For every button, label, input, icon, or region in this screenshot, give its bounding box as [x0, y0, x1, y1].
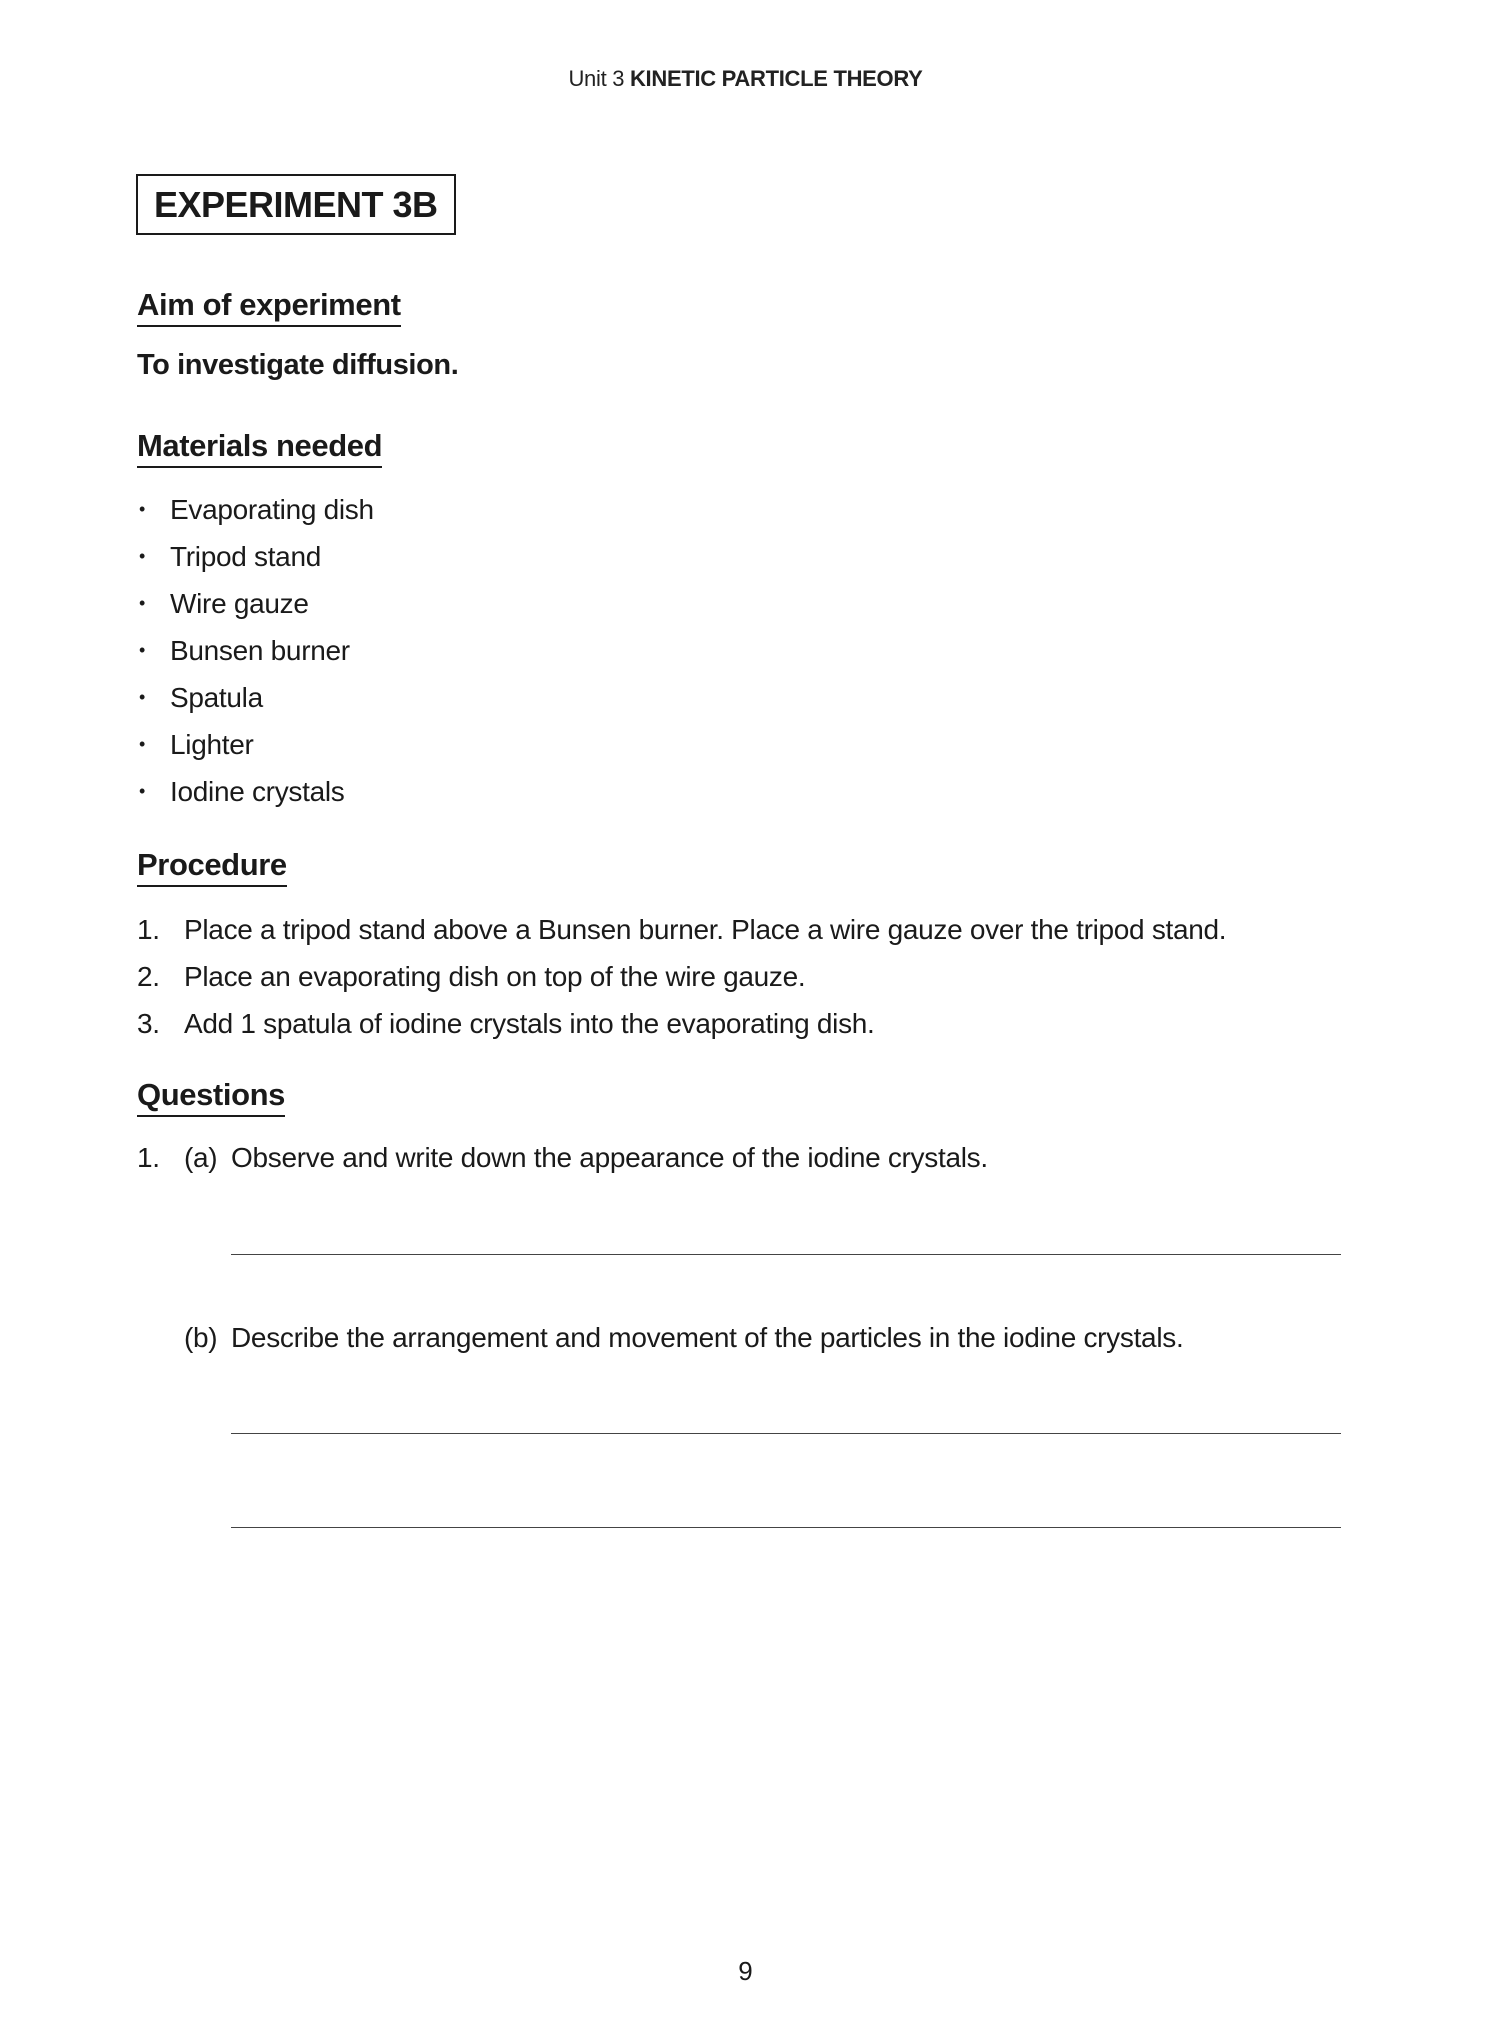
bullet-icon: •: [139, 687, 146, 707]
materials-heading: Materials needed: [137, 428, 382, 468]
materials-list: [137, 486, 374, 815]
question-text: Describe the arrangement and movement of the particles in the iodine crystals.: [231, 1322, 1184, 1353]
question-part-label: (a): [184, 1142, 218, 1173]
bullet-icon: •: [139, 546, 146, 566]
question-part-label: (b): [184, 1322, 218, 1353]
running-header: [0, 66, 1491, 92]
header-unit: Unit 3: [568, 66, 625, 91]
aim-heading: Aim of experiment: [137, 287, 401, 327]
aim-text: To investigate diffusion.: [137, 349, 459, 381]
list-item: • Bunsen burner: [139, 634, 350, 666]
bullet-icon: •: [139, 781, 146, 801]
question-1a: [137, 1138, 988, 1178]
bullet-icon: •: [139, 640, 146, 660]
bullet-icon: •: [139, 593, 146, 613]
answer-line[interactable]: [231, 1254, 1341, 1255]
header-topic: KINETIC PARTICLE THEORY: [629, 66, 923, 91]
experiment-title-box: [136, 174, 456, 235]
list-item: • Wire gauze: [139, 587, 309, 619]
list-item: • Evaporating dish: [139, 493, 374, 525]
answer-line[interactable]: [231, 1527, 1341, 1528]
question-text: Observe and write down the appearance of the iodine crystals.: [231, 1142, 988, 1173]
answer-line[interactable]: [231, 1433, 1341, 1434]
list-item: • Iodine crystals: [139, 775, 345, 807]
procedure-step: 2. Place an evaporating dish on top of the wire gauze.: [137, 960, 806, 992]
list-item: • Tripod stand: [139, 540, 322, 572]
question-number: 1.: [137, 1142, 160, 1173]
questions-heading: Questions: [137, 1077, 285, 1117]
procedure-step: 3. Add 1 spatula of iodine crystals into the evaporating dish.: [137, 1007, 875, 1039]
procedure-list: [137, 906, 1226, 1047]
page-number: 9: [738, 1956, 753, 1986]
procedure-heading: Procedure: [137, 847, 287, 887]
question-1b: [184, 1318, 1183, 1358]
bullet-icon: •: [139, 499, 146, 519]
procedure-step: 1. Place a tripod stand above a Bunsen burner. Place a wire gauze over the tripod stand.: [137, 913, 1227, 945]
list-item: • Spatula: [139, 681, 263, 713]
bullet-icon: •: [139, 734, 146, 754]
list-item: • Lighter: [139, 728, 254, 760]
experiment-title: EXPERIMENT 3B: [154, 183, 438, 225]
